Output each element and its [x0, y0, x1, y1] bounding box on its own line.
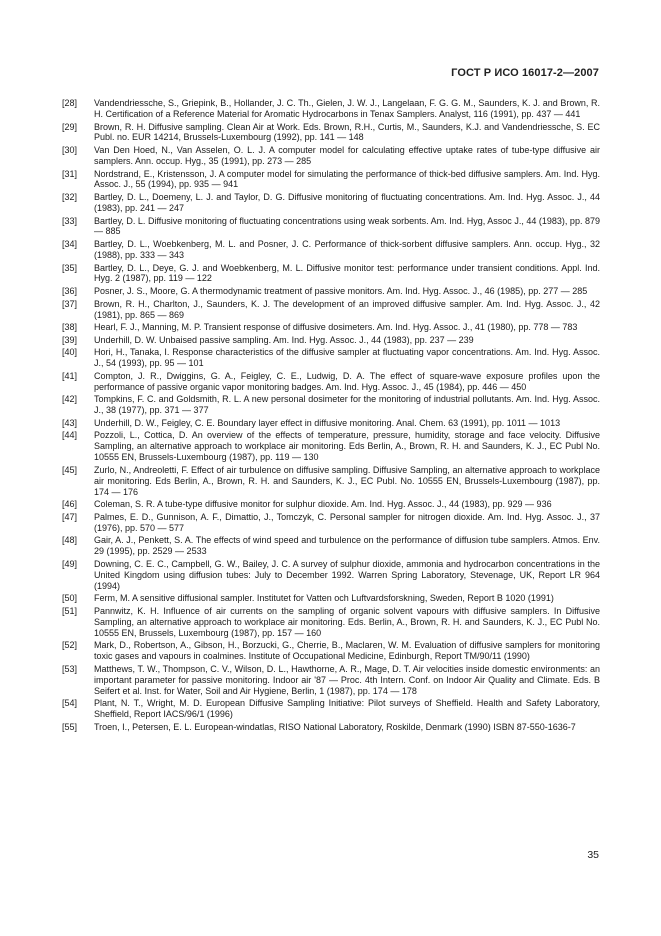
reference-number: [43]	[62, 417, 78, 428]
reference-text: Van Den Hoed, N., Van Asselen, O. L. J. A computer model for calculating effective uptake rates of tube-type diffusive air samplers. Ann. occup. Hyg., 35 (1991), pp. 273 — 285	[94, 145, 600, 166]
reference-text: Pannwitz, K. H. Influence of air currents on the sampling of organic solvent vapours with diffusive samplers. In Diffusive Sampling, an alternative approach to workplace air monitoring. Eds. Berlin, A., Brown, R. H. and Saunders, K. J., EC Publ No. 10555 EN, Brussels, Luxembourg (1987), pp. 157 — 160	[94, 605, 600, 638]
reference-number: [41]	[62, 370, 78, 381]
reference-text: Brown, R. H., Charlton, J., Saunders, K. J. The development of an improved diffusive sampler. Am. Ind. Hyg. Assoc. J., 42 (1981), pp. 865 — 869	[94, 298, 600, 320]
reference-item	[62, 98, 600, 120]
reference-item	[62, 169, 600, 191]
reference-item	[62, 430, 600, 463]
reference-item	[62, 216, 600, 238]
document-code: ГОСТ Р ИСО 16017-2—2007	[451, 67, 599, 79]
reference-item	[62, 664, 600, 697]
reference-item	[62, 512, 600, 534]
reference-text: Hearl, F. J., Manning, M. P. Transient response of diffusive dosimeters. Am. Ind. Hyg. Assoc. J., 41 (1980), pp. 778 — 783	[94, 322, 578, 333]
reference-number: [47]	[62, 511, 78, 522]
reference-text: Matthews, T. W., Thompson, C. V., Wilson, D. L., Hawthorne, A. R., Mage, D. T. Air velocities inside domestic environments: an important parameter for passive monitoring. Indoor air '87 — Proc. 4th Intern. Conf. on Indoor Air Quality and Climate. Eds. B Seifert et al. Inst. for Water, Soil and Air Hygiene, Berlin, 1 (1987), pp. 174 — 178	[94, 663, 600, 696]
reference-item	[62, 698, 600, 720]
reference-number: [48]	[62, 535, 78, 546]
reference-text: Ferm, M. A sensitive diffusional sampler. Institutet for Vatten och Luftvardsforskning, Sweden, Report B 1020 (1991)	[94, 593, 554, 604]
reference-text: Pozzoli, L., Cottica, D. An overview of the effects of temperature, pressure, humidity, storage and face velocity. Diffusive Sampling, an alternative approach to workplace air monitoring. Eds Berlin, A., Brown, R. H. and Saunders, K. J., EC Publ No. 10555 EN, Brussels-Luxembourg (1987), pp. 119 — 130	[94, 430, 600, 463]
reference-number: [44]	[62, 430, 78, 441]
reference-item	[62, 322, 600, 333]
reference-number: [33]	[62, 215, 78, 226]
reference-number: [37]	[62, 298, 78, 309]
reference-item	[62, 640, 600, 662]
reference-item	[62, 192, 600, 214]
reference-number: [40]	[62, 347, 78, 358]
reference-text: Zurlo, N., Andreoletti, F. Effect of air turbulence on diffusive sampling. Diffusive Sampling, an alternative approach to workplace air monitoring. Eds Berlin, A., Brown, R. H. and Saunders, K. J., EC Publ. No. 10555 EN, Brussels-Luxembourg (1987), pp. 174 — 176	[94, 464, 600, 497]
reference-item	[62, 394, 600, 416]
reference-number: [46]	[62, 499, 78, 510]
reference-item	[62, 559, 600, 592]
reference-item	[62, 122, 600, 144]
reference-text: Tompkins, F. C. and Goldsmith, R. L. A new personal dosimeter for the monitoring of industrial pollutants. Am. Ind. Hyg. Assoc. J., 38 (1977), pp. 371 — 377	[94, 394, 600, 416]
reference-text: Coleman, S. R. A tube-type diffusive monitor for sulphur dioxide. Am. Ind. Hyg. Assoc. J., 44 (1983), pp. 929 — 936	[94, 499, 552, 510]
reference-text: Brown, R. H. Diffusive sampling. Clean Air at Work. Eds. Brown, R.H., Curtis, M., Saunders, K.J. and Vandendriessche, S. EC Publ. no. EUR 14214, Brussels-Luxembourg (1992), pp. 141 — 148	[94, 121, 600, 143]
reference-number: [28]	[62, 98, 78, 108]
reference-item	[62, 499, 600, 510]
reference-number: [45]	[62, 464, 78, 475]
reference-item	[62, 239, 600, 261]
reference-text: Bartley, D. L., Woebkenberg, M. L. and Posner, J. C. Performance of thick-sorbent diffusive samplers. Ann. occup. Hyg., 32 (1988), pp. 333 — 343	[94, 239, 600, 260]
reference-number: [31]	[62, 168, 78, 179]
reference-number: [35]	[62, 262, 78, 273]
reference-item	[62, 593, 600, 604]
reference-item	[62, 371, 600, 393]
reference-item	[62, 299, 600, 321]
reference-text: Underhill, D. W., Feigley, C. E. Boundary layer effect in diffusive monitoring. Anal. Chem. 63 (1991), pp. 1011 — 1013	[94, 417, 561, 428]
reference-item	[62, 335, 600, 346]
reference-item	[62, 465, 600, 498]
reference-text: Hori, H., Tanaka, I. Response characteristics of the diffusive sampler at fluctuating vapor concentrations. Am. Ind. Hyg. Assoc. J., 54 (1993), pp. 95 — 101	[94, 347, 600, 369]
reference-text: Bartley, D. L., Doemeny, L. J. and Taylor, D. G. Diffusive monitoring of fluctuating concentrations. Am. Ind. Hyg. Assoc. J., 44 (1983), pp. 241 — 247	[94, 192, 600, 213]
reference-text: Plant, N. T., Wright, M. D. European Diffusive Sampling Initiative: Pilot surveys of Sheffield. Health and Safety Laboratory, Sheffield, Report IACS/96/1 (1996)	[94, 698, 600, 719]
reference-number: [39]	[62, 334, 78, 345]
reference-number: [32]	[62, 192, 78, 202]
reference-text: Bartley, D. L. Diffusive monitoring of fluctuating concentrations using weak sorbents. Am. Ind. Hyg, Assoc J., 44 (1983), pp. 879 — 885	[94, 215, 600, 237]
reference-item	[62, 418, 600, 429]
reference-number: [29]	[62, 121, 78, 132]
bibliography-list	[62, 98, 600, 734]
reference-number: [36]	[62, 286, 78, 296]
reference-number: [50]	[62, 593, 78, 604]
reference-text: Bartley, D. L., Deye, G. J. and Woebkenberg, M. L. Diffusive monitor test: performance under transient conditions. Appl. Ind. Hyg. 2 (1987), pp. 119 — 122	[94, 262, 600, 284]
reference-item	[62, 722, 600, 733]
reference-item	[62, 347, 600, 369]
reference-number: [51]	[62, 605, 78, 616]
reference-item	[62, 286, 600, 297]
reference-number: [38]	[62, 322, 78, 333]
reference-number: [42]	[62, 394, 78, 405]
reference-text: Gair, A. J., Penkett, S. A. The effects of wind speed and turbulence on the performance of diffusion tube samplers. Atmos. Env. 29 (1995), pp. 2529 — 2533	[94, 535, 600, 557]
reference-text: Underhill, D. W. Unbaised passive sampling. Am. Ind. Hyg. Assoc. J., 44 (1983), pp. 237 — 239	[94, 334, 474, 345]
reference-item	[62, 535, 600, 557]
reference-text: Downing, C. E. C., Campbell, G. W., Bailey, J. C. A survey of sulphur dioxide, ammonia and hydrocarbon concentrations in the United Kingdom using diffusion tubes: July to December 1992. Warren Spring Laboratory, Stevenage, UK, Report LR 964 (1994)	[94, 558, 600, 591]
reference-text: Mark, D., Robertson, A., Gibson, H., Borzucki, G., Cherrie, B., Maclaren, W. M. Evaluation of diffusive samplers for monitoring toxic gases and vapours in coalmines. Institute of Occupational Medicine, Edinburgh, Report TM/90/11 (1990)	[94, 640, 600, 662]
reference-number: [30]	[62, 145, 78, 155]
reference-item	[62, 606, 600, 639]
reference-item	[62, 263, 600, 285]
reference-number: [54]	[62, 698, 78, 709]
reference-number: [53]	[62, 663, 78, 674]
reference-text: Nordstrand, E., Kristensson, J. A computer model for simulating the performance of thick-bed diffusive samplers. Am. Ind. Hyg. Assoc. J., 55 (1994), pp. 935 — 941	[94, 168, 600, 190]
reference-number: [34]	[62, 239, 78, 249]
reference-number: [52]	[62, 640, 78, 651]
reference-text: Palmes, E. D., Gunnison, A. F., Dimattio, J., Tomczyk, C. Personal sampler for nitrogen dioxide. Am. Ind. Hyg. Assoc. J., 37 (1976), pp. 570 — 577	[94, 511, 600, 533]
reference-text: Posner, J. S., Moore, G. A thermodynamic treatment of passive monitors. Am. Ind. Hyg. Assoc. J., 46 (1985), pp. 277 — 285	[94, 286, 588, 296]
reference-item	[62, 145, 600, 167]
reference-text: Vandendriessche, S., Griepink, B., Hollander, J. C. Th., Gielen, J. W. J., Langelaan, F. G. G. M., Saunders, K. J. and Brown, R. H. Certification of a Reference Material for Aromatic Hydrocarbons in Tenax Samplers. Analyst, 116 (1991), pp. 437 — 441	[94, 98, 600, 119]
reference-text: Troen, I., Petersen, E. L. European-windatlas, RISO National Laboratory, Roskilde, Denmark (1990) ISBN 87-550-1636-7	[94, 721, 576, 732]
reference-number: [55]	[62, 721, 78, 732]
reference-number: [49]	[62, 558, 78, 569]
reference-text: Compton, J. R., Dwiggins, G. A., Feigley, C. E., Ludwig, D. A. The effect of square-wave exposure profiles upon the performance of passive organic vapor monitoring badges. Am. Ind. Hyg. Assoc. J., 45 (1984), pp. 446 — 450	[94, 370, 600, 392]
page-number: 35	[587, 849, 599, 861]
